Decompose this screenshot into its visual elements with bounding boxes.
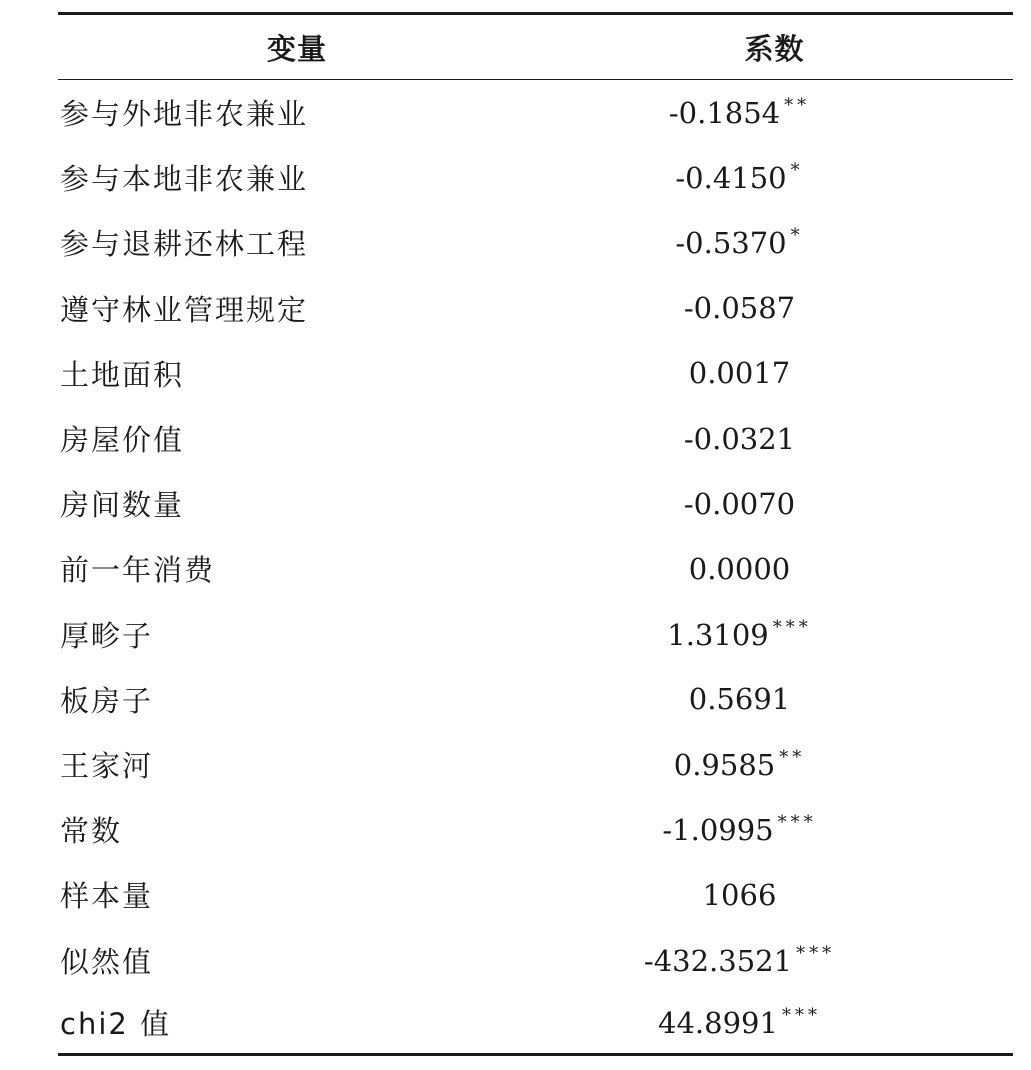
table-row [58,797,1013,862]
variable-cell: 王家河 [60,748,154,783]
table-header-row [58,15,1013,79]
coefficient-cell [490,682,1013,716]
variable-cell: 厚畛子 [60,618,154,653]
coefficient-cell [490,356,1013,390]
coefficient-value: -0.5370 [675,226,787,261]
coefficient-cell [490,487,1013,521]
table-row [58,80,1013,145]
coefficient-cell [490,552,1013,586]
table-row [58,471,1013,536]
coefficient-value: 1066 [702,877,777,912]
variable-cell: 参与退耕还林工程 [60,227,309,262]
table-row [58,667,1013,732]
coefficient-value: -432.3521 [643,943,793,978]
significance-stars: *** [777,812,817,834]
coefficient-cell [490,160,1013,195]
variable-cell: 板房子 [60,683,154,718]
coefficient-cell [490,747,1013,782]
variable-cell: 房间数量 [60,488,185,523]
significance-stars: * [790,160,804,182]
variable-cell: 样本量 [60,879,154,914]
coefficient-value: -0.4150 [675,161,787,196]
coefficient-cell [490,1005,1013,1040]
significance-stars: ** [784,95,811,117]
table-body [58,80,1013,1053]
coefficient-value: -1.0995 [662,813,774,848]
coefficient-cell [490,225,1013,260]
table-bottom-rule [58,1053,1013,1056]
table-row [58,862,1013,927]
table-row [58,993,1013,1053]
table-row [58,210,1013,275]
coefficient-cell [490,291,1013,325]
regression-table [58,12,1013,1056]
significance-stars: ** [779,746,806,768]
header-coefficient: 系数 [744,31,805,66]
coefficient-value: -0.0321 [683,421,796,456]
significance-stars: *** [772,616,812,638]
table-row [58,927,1013,992]
variable-cell: 常数 [60,814,123,849]
coefficient-cell [490,878,1013,912]
table-row [58,732,1013,797]
coefficient-cell [490,812,1013,847]
variable-cell: 遵守林业管理规定 [60,292,309,327]
header-variable: 变量 [266,31,327,66]
variable-cell: 似然值 [60,944,154,979]
coefficient-value: 0.0000 [688,551,791,586]
coefficient-value: 44.8991 [658,1006,778,1041]
variable-cell: chi2 值 [60,1007,172,1042]
variable-cell: 房屋价值 [60,423,185,458]
table-row [58,145,1013,210]
variable-cell: 参与本地非农兼业 [60,162,309,197]
coefficient-value: 1.3109 [667,617,769,652]
variable-cell: 参与外地非农兼业 [60,97,309,132]
coefficient-value: 0.0017 [688,356,791,391]
coefficient-cell [490,617,1013,652]
coefficient-value: 0.5691 [688,682,791,717]
coefficient-cell [490,422,1013,456]
coefficient-value: 0.9585 [673,747,776,782]
table-row [58,276,1013,341]
coefficient-value: -0.1854 [668,96,781,131]
table-row [58,406,1013,471]
significance-stars: *** [781,1005,821,1027]
table-row [58,602,1013,667]
table-row [58,536,1013,601]
coefficient-cell [490,95,1013,130]
coefficient-cell [490,943,1013,978]
coefficient-value: -0.0070 [683,486,796,521]
significance-stars: *** [796,942,836,964]
variable-cell: 土地面积 [60,357,185,392]
table-row [58,341,1013,406]
significance-stars: * [790,225,804,247]
coefficient-value: -0.0587 [683,291,796,326]
variable-cell: 前一年消费 [60,553,216,588]
